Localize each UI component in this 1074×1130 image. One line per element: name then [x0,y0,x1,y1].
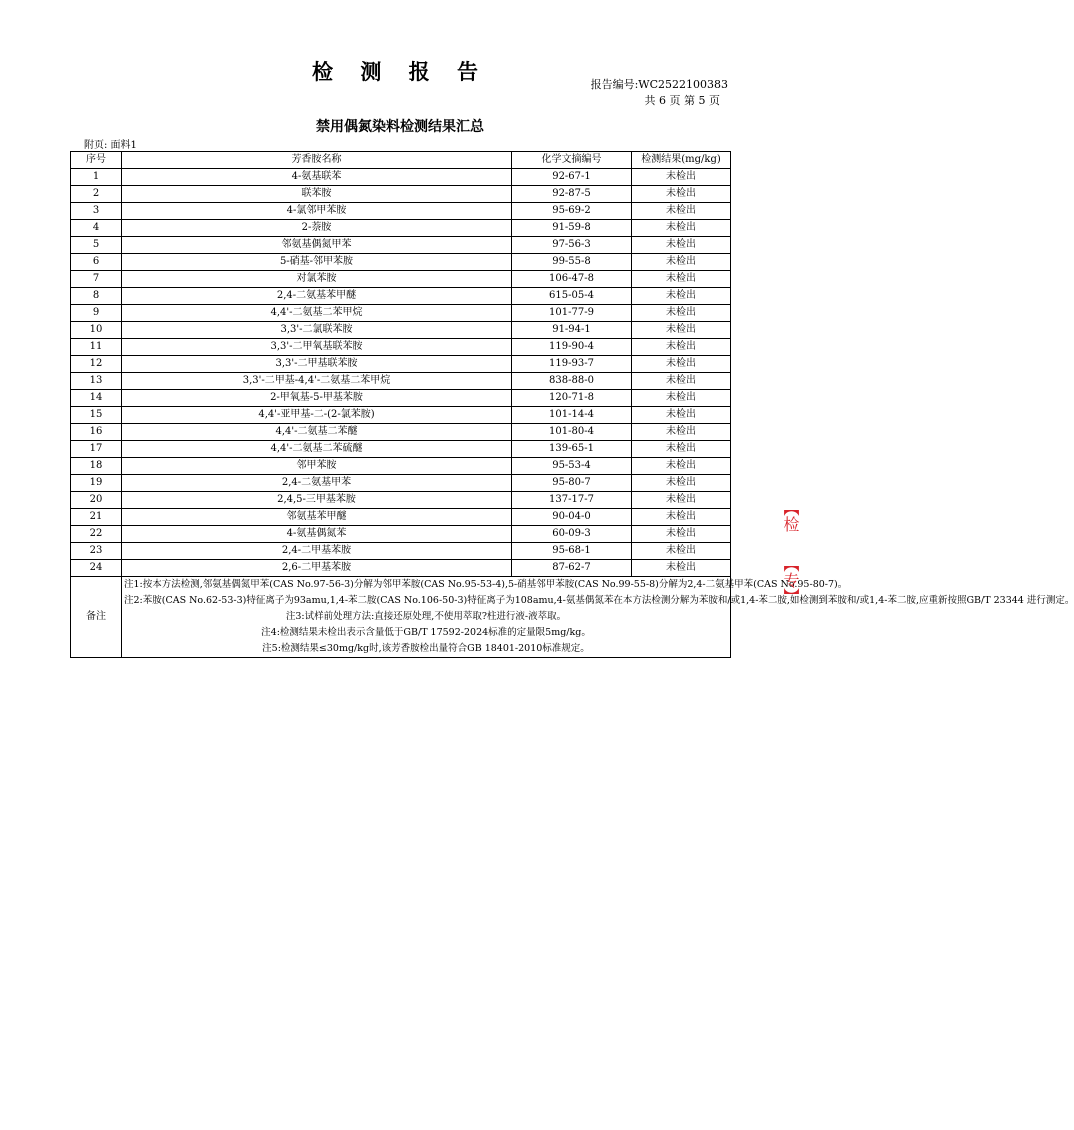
cell-cas-number: 119-93-7 [512,356,632,373]
cell-amine-name: 3,3'-二甲基-4,4'-二氨基二苯甲烷 [122,373,512,390]
cell-result: 未检出 [632,339,731,356]
cell-amine-name: 3,3'-二氯联苯胺 [122,322,512,339]
results-table [70,151,1074,658]
table-row [71,339,731,356]
cell-serial: 18 [71,458,122,475]
cell-cas-number: 90-04-0 [512,509,632,526]
seal-stamp-fragment-2: 【专】 [781,556,800,604]
cell-serial: 24 [71,560,122,577]
table-row [71,271,731,288]
cell-cas-number: 99-55-8 [512,254,632,271]
table-row [71,373,731,390]
cell-amine-name: 3,3'-二甲基联苯胺 [122,356,512,373]
cell-serial: 16 [71,424,122,441]
cell-result: 未检出 [632,526,731,543]
header-amine-name: 芳香胺名称 [122,152,512,169]
page-number: 共 6 页 第 5 页 [644,94,720,107]
cell-serial: 22 [71,526,122,543]
header-serial: 序号 [71,152,122,169]
cell-result: 未检出 [632,186,731,203]
cell-serial: 10 [71,322,122,339]
cell-amine-name: 2,4-二氨基甲苯 [122,475,512,492]
table-row [71,475,731,492]
cell-cas-number: 91-94-1 [512,322,632,339]
cell-cas-number: 101-14-4 [512,407,632,424]
cell-cas-number: 91-59-8 [512,220,632,237]
table-row [71,458,731,475]
note-3: 注3:试样前处理方法:直接还原处理,不使用萃取?柱进行液-液萃取。 [285,611,567,622]
table-row [71,169,731,186]
table-row [71,254,731,271]
cell-amine-name: 2,4-二甲基苯胺 [122,543,512,560]
cell-serial: 2 [71,186,122,203]
note-5: 注5:检测结果≤30mg/kg时,该芳香胺检出量符合GB 18401-2010标准规定。 [262,643,590,654]
seal-stamp-fragment: 【检 [781,500,800,532]
header-cas-number: 化学文摘编号 [512,152,632,169]
cell-result: 未检出 [632,424,731,441]
table-row [71,526,731,543]
cell-cas-number: 95-53-4 [512,458,632,475]
note-2: 注2:苯胺(CAS No.62-53-3)特征离子为93amu,1,4-苯二胺(CAS No.106-50-3)特征离子为108amu,4-氨基偶氮苯在本方法检测分解为苯胺和/或1,4-苯二胺,如检测到苯胺和/或1,4-苯二胺,应重新按照GB/T 23344 进行测定。 [124,595,1074,606]
table-row [71,543,731,560]
cell-amine-name: 4,4'-亚甲基-二-(2-氯苯胺) [122,407,512,424]
cell-amine-name: 4-氨基联苯 [122,169,512,186]
cell-serial: 17 [71,441,122,458]
cell-cas-number: 92-87-5 [512,186,632,203]
cell-amine-name: 2-甲氧基-5-甲基苯胺 [122,390,512,407]
cell-result: 未检出 [632,492,731,509]
cell-serial: 9 [71,305,122,322]
cell-result: 未检出 [632,220,731,237]
table-row [71,322,731,339]
remarks-row [71,577,731,658]
cell-serial: 20 [71,492,122,509]
cell-serial: 7 [71,271,122,288]
cell-result: 未检出 [632,305,731,322]
cell-serial: 8 [71,288,122,305]
cell-amine-name: 4,4'-二氨基二苯醚 [122,424,512,441]
table-header-row [71,152,731,169]
cell-amine-name: 4,4'-二氨基二苯甲烷 [122,305,512,322]
table-row [71,220,731,237]
table-row [71,186,731,203]
cell-serial: 14 [71,390,122,407]
cell-serial: 11 [71,339,122,356]
table-row [71,288,731,305]
cell-cas-number: 95-80-7 [512,475,632,492]
table-row [71,424,731,441]
cell-cas-number: 139-65-1 [512,441,632,458]
cell-cas-number: 97-56-3 [512,237,632,254]
cell-result: 未检出 [632,543,731,560]
report-number: 报告编号:WC2522100383 [590,78,728,91]
cell-serial: 19 [71,475,122,492]
table-row [71,441,731,458]
cell-serial: 13 [71,373,122,390]
cell-amine-name: 4-氨基偶氮苯 [122,526,512,543]
cell-cas-number: 101-77-9 [512,305,632,322]
cell-result: 未检出 [632,237,731,254]
cell-amine-name: 2,4,5-三甲基苯胺 [122,492,512,509]
cell-result: 未检出 [632,356,731,373]
cell-amine-name: 3,3'-二甲氧基联苯胺 [122,339,512,356]
attachment-label: 附页: 面料1 [84,140,137,151]
cell-amine-name: 2-萘胺 [122,220,512,237]
note-1: 注1:按本方法检测,邻氨基偶氮甲苯(CAS No.97-56-3)分解为邻甲苯胺(CAS No.95-53-4),5-硝基邻甲苯胺(CAS No.99-55-8)分解为2,4-二氨基甲苯(CAS No.95-80-7)。 [124,579,848,590]
cell-result: 未检出 [632,288,731,305]
table-row [71,305,731,322]
cell-amine-name: 2,6-二甲基苯胺 [122,560,512,577]
cell-amine-name: 对氯苯胺 [122,271,512,288]
cell-serial: 21 [71,509,122,526]
table-row [71,203,731,220]
cell-amine-name: 4-氯邻甲苯胺 [122,203,512,220]
cell-result: 未检出 [632,458,731,475]
cell-cas-number: 95-69-2 [512,203,632,220]
cell-serial: 4 [71,220,122,237]
cell-serial: 15 [71,407,122,424]
table-row [71,560,731,577]
cell-cas-number: 101-80-4 [512,424,632,441]
cell-serial: 3 [71,203,122,220]
cell-result: 未检出 [632,203,731,220]
cell-serial: 1 [71,169,122,186]
note-4: 注4:检测结果未检出表示含量低于GB/T 17592-2024标准的定量限5mg/kg。 [261,627,591,638]
cell-serial: 6 [71,254,122,271]
cell-amine-name: 4,4'-二氨基二苯硫醚 [122,441,512,458]
cell-cas-number: 60-09-3 [512,526,632,543]
cell-serial: 5 [71,237,122,254]
table-row [71,237,731,254]
table-row [71,509,731,526]
cell-cas-number: 92-67-1 [512,169,632,186]
cell-amine-name: 5-硝基-邻甲苯胺 [122,254,512,271]
table-body [71,169,731,577]
report-title: 检 测 报 告 [312,59,488,84]
cell-result: 未检出 [632,322,731,339]
cell-amine-name: 邻氨基偶氮甲苯 [122,237,512,254]
table-row [71,390,731,407]
cell-cas-number: 106-47-8 [512,271,632,288]
cell-result: 未检出 [632,271,731,288]
cell-cas-number: 137-17-7 [512,492,632,509]
cell-result: 未检出 [632,475,731,492]
results-summary-title: 禁用偶氮染料检测结果汇总 [316,119,484,135]
cell-result: 未检出 [632,390,731,407]
cell-cas-number: 95-68-1 [512,543,632,560]
table-row [71,492,731,509]
cell-amine-name: 联苯胺 [122,186,512,203]
cell-result: 未检出 [632,169,731,186]
remark-label: 备注 [71,577,122,658]
cell-result: 未检出 [632,560,731,577]
cell-cas-number: 838-88-0 [512,373,632,390]
cell-result: 未检出 [632,509,731,526]
cell-amine-name: 邻甲苯胺 [122,458,512,475]
header-result: 检测结果(mg/kg) [632,152,731,169]
cell-amine-name: 邻氨基苯甲醚 [122,509,512,526]
cell-cas-number: 119-90-4 [512,339,632,356]
cell-result: 未检出 [632,254,731,271]
cell-cas-number: 87-62-7 [512,560,632,577]
table-row [71,356,731,373]
cell-result: 未检出 [632,407,731,424]
remark-notes [122,577,1074,658]
cell-serial: 23 [71,543,122,560]
table-row [71,407,731,424]
cell-cas-number: 120-71-8 [512,390,632,407]
cell-result: 未检出 [632,373,731,390]
cell-result: 未检出 [632,441,731,458]
cell-serial: 12 [71,356,122,373]
cell-cas-number: 615-05-4 [512,288,632,305]
cell-amine-name: 2,4-二氨基苯甲醚 [122,288,512,305]
